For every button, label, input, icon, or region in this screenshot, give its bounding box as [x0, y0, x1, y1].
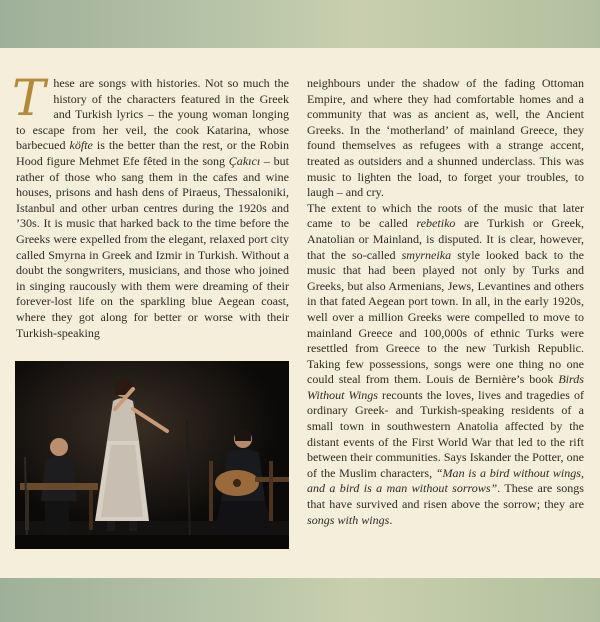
intro-paragraph: These are songs with histories. Not so much the history of the characters featured in the Greek and Turkish lyrics – the young woman longing to escape from her veil, the cook Katarina, whose barbecued köfte is the better than the rest, or the Robin Hood figure Mehmet Efe fêted in the song Çakıcı – but rather of those who sang them in the cafes and wine houses, prisons and hash dens of Piraeus, Thessaloniki, Istanbul and other urban centres during the 1920s and ’30s. It is music that harked back to the time before the Greeks were expelled from the elegant, relaxed port city called Smyrna in Greek and Izmir in Turkish. Without a doubt the songwriters, musicians, and those who joined in singing raucously with them were dreaming of their forever-lost life on the sparkling blue Aegean coast, where they got along for better or worse with their Turkish-speaking	[12, 69, 289, 340]
drop-cap-letter: T	[12, 69, 46, 127]
concert-photo	[15, 361, 289, 549]
booklet-page	[0, 48, 600, 578]
book-title: Birds Without Wings	[307, 372, 584, 402]
iskander-quote: “Man is a bird without wings, and a bird is a man without sorrows”	[307, 465, 584, 496]
bottom-decorative-band	[0, 578, 600, 622]
left-text-column	[12, 69, 289, 341]
continuation-paragraph: neighbours under the shadow of the fading Ottoman Empire, and where they had comfortable homes and a community that was as ancient as, well, the Ancient Greeks. In the ‘motherland’ of mainland Greece, they found themselves as refugees with a strange accent, treated as outsiders and a shunned underclass. This was music to lighten the load, to forget your troubles, to laugh – and cry.	[307, 76, 584, 200]
right-text-column	[307, 76, 584, 528]
top-decorative-band	[0, 0, 600, 48]
closing-phrase: songs with wings	[307, 512, 390, 527]
smyrneika-term: smyrneika	[401, 247, 452, 262]
cakici-song-title: Çakıcı	[228, 153, 261, 168]
rebetiko-paragraph: The extent to which the roots of the music that later came to be called rebetiko are Turkish or Greek, Anatolian or Mainland, is disputed. It is clear, however, that the so-called smyrneika style looked back to the music that had been played not only by Turks and Greeks, but also Armenians, Jews, Levantines and others in that fated Aegean port town. In all, in the early 1920s, well over a million Greeks were compelled to move to mainland Greece and 100,000s of ethnic Turks were resettled from Greece to the new Turkish Republic. Taking few possessions, songs were one thing no one could steal from them. Louis de Bernière’s book Birds Without Wings recounts the loves, lives and tragedies of ordinary Greek- and Turkish-speaking residents of a small town in southwestern Anatolia affected by the distant events of the First World War that led to the rift between their communities. Says Iskander the Potter, one of the Muslim characters, “Man is a bird without wings, and a bird is a man without sorrows”. These are songs that have survived and risen above the sorrow; they are songs with wings.	[307, 200, 585, 527]
kofte-term: köfte	[69, 138, 93, 153]
rebetiko-term: rebetiko	[416, 216, 456, 231]
